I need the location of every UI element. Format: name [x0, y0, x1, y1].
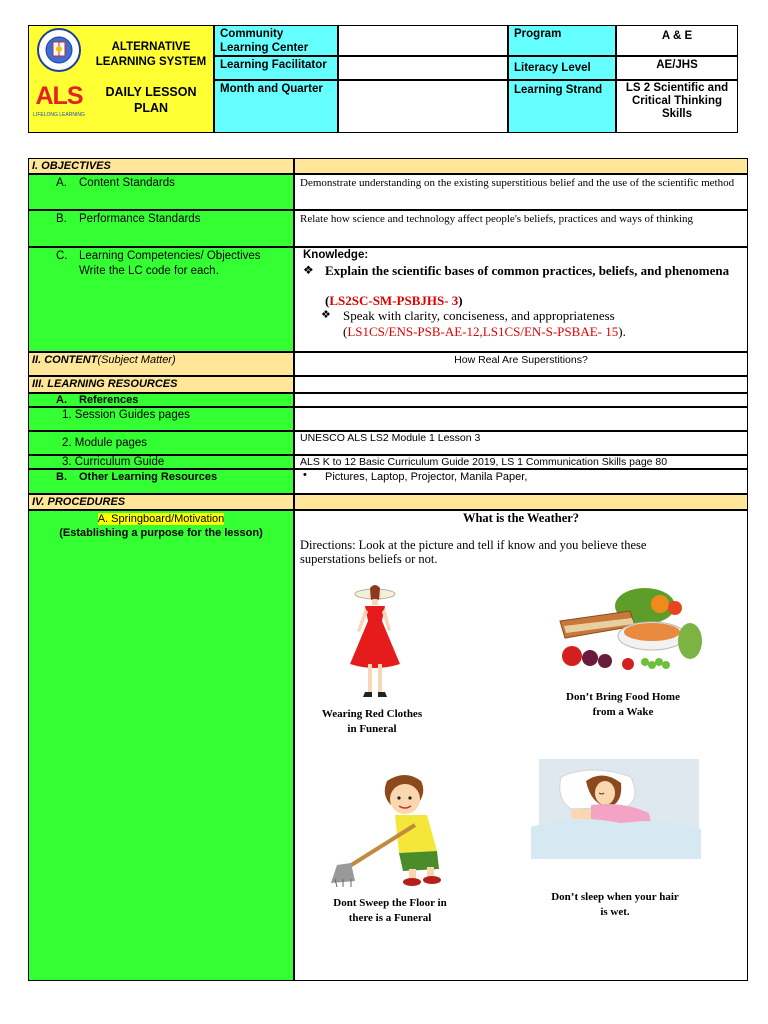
caption-red-dress: Wearing Red Clothes in Funeral — [321, 708, 423, 735]
module-pages-value: UNESCO ALS LS2 Module 1 Lesson 3 — [294, 431, 748, 455]
literacy-value: AE/JHS — [616, 56, 738, 80]
other-resources-value-cell — [294, 469, 748, 494]
content-value: How Real Are Superstitions? — [294, 352, 748, 376]
springboard-label: A. Springboard/Motivation — [97, 513, 225, 525]
bullet1-code-line: (LS2SC-SM-PSBJHS- 3) — [325, 293, 463, 308]
bullet2-text: Speak with clarity, conciseness, and appropriateness — [343, 308, 615, 323]
content-standards-cell — [28, 174, 294, 210]
other-resources-letter: B. — [56, 471, 67, 483]
literacy-label: Literacy Level — [508, 56, 616, 80]
caption-food: Don’t Bring Food Home from a Wake — [566, 691, 680, 718]
bullet1-diamond-icon: ❖ — [303, 263, 314, 277]
performance-standards-value: Relate how science and technology affect people's beliefs, practices and ways of thinking — [294, 210, 748, 247]
sweeping-boy-picture — [317, 769, 477, 889]
competencies-value — [294, 247, 748, 352]
resources-heading: III. LEARNING RESOURCES — [28, 376, 294, 393]
deped-seal-icon — [31, 27, 87, 73]
knowledge-label: Knowledge: — [303, 249, 369, 261]
springboard-content — [294, 510, 748, 981]
activity-title: What is the Weather? — [462, 511, 580, 525]
performance-standards-letter: B. — [56, 213, 67, 225]
competencies-label: Learning Competencies/ Objectives Write the LC code for each. — [79, 250, 261, 277]
objectives-heading-value — [294, 158, 748, 174]
content-standards-label: Content Standards — [79, 177, 175, 189]
other-resources-label: Other Learning Resources — [79, 471, 218, 483]
module-pages-label: 2. Module pages — [28, 431, 294, 455]
program-label: Program — [508, 25, 616, 56]
references-letter: A. — [56, 394, 67, 406]
references-value — [294, 393, 748, 407]
month-label: Month and Quarter — [214, 80, 338, 133]
session-guides-label: 1. Session Guides pages — [28, 407, 294, 431]
procedures-heading-value — [294, 494, 748, 510]
clc-value — [338, 25, 508, 56]
other-resources-value: Pictures, Laptop, Projector, Manila Paper, — [325, 471, 528, 483]
competencies-cell — [28, 247, 294, 352]
caption-sweeping: Dont Sweep the Floor in there is a Funeral — [333, 897, 447, 924]
facilitator-value — [338, 56, 508, 80]
curriculum-guide-label: 3. Curriculum Guide — [28, 455, 294, 469]
directions-text: Directions: Look at the picture and tell if know and you believe these superstations beliefs or not. — [300, 538, 647, 566]
content-standards-value: Demonstrate understanding on the existing superstitious belief and the use of the scientific method — [294, 174, 748, 210]
performance-standards-label: Performance Standards — [79, 213, 201, 225]
procedures-heading: IV. PROCEDURES — [28, 494, 294, 510]
session-guides-value — [294, 407, 748, 431]
bullet2-code-line: (LS1CS/ENS-PSB-AE-12,LS1CS/EN-S-PSBAE- 15). — [343, 324, 626, 339]
facilitator-label: Learning Facilitator — [214, 56, 338, 80]
als-logo-letters: ALS — [35, 82, 83, 110]
month-value — [338, 80, 508, 133]
objectives-heading: I. OBJECTIVES — [28, 158, 294, 174]
caption-sleeping: Don’t sleep when your hair is wet. — [551, 891, 679, 918]
springboard-cell — [28, 510, 294, 981]
curriculum-guide-value: ALS K to 12 Basic Curriculum Guide 2019, LS 1 Communication Skills page 80 — [294, 455, 748, 469]
clc-label: Community Learning Center — [214, 25, 338, 56]
strand-value: LS 2 Scientific and Critical Thinking Skills — [616, 80, 738, 133]
strand-label: Learning Strand — [508, 80, 616, 133]
bullet2-diamond-icon: ❖ — [321, 309, 331, 321]
references-cell — [28, 393, 294, 407]
sleeping-woman-picture — [531, 759, 701, 879]
bullet2-code: LS1CS/ENS-PSB-AE-12,LS1CS/EN-S-PSBAE- 15 — [347, 324, 619, 339]
other-resources-bullet-icon: • — [303, 469, 307, 481]
content-heading-cell — [28, 352, 294, 376]
performance-standards-cell — [28, 210, 294, 247]
program-value: A & E — [616, 25, 738, 56]
content-heading-sub: (Subject Matter) — [97, 354, 176, 366]
resources-heading-value — [294, 376, 748, 393]
als-logo — [31, 75, 87, 130]
springboard-sub: (Establishing a purpose for the lesson) — [59, 527, 263, 539]
bullet1-code: LS2SC-SM-PSBJHS- 3 — [329, 293, 459, 308]
als-logo-tagline: LIFELONG LEARNING — [33, 112, 85, 118]
references-label: References — [79, 394, 139, 406]
org-title: ALTERNATIVE LEARNING SYSTEM — [95, 41, 207, 68]
competencies-letter: C. — [56, 250, 68, 262]
bullet1-text: Explain the scientific bases of common practices, beliefs, and phenomena — [325, 263, 730, 278]
content-standards-letter: A. — [56, 177, 67, 189]
content-heading: II. CONTENT — [32, 354, 98, 366]
other-resources-cell — [28, 469, 294, 494]
plan-title: DAILY LESSON PLAN — [105, 85, 197, 115]
food-picture — [550, 586, 710, 681]
